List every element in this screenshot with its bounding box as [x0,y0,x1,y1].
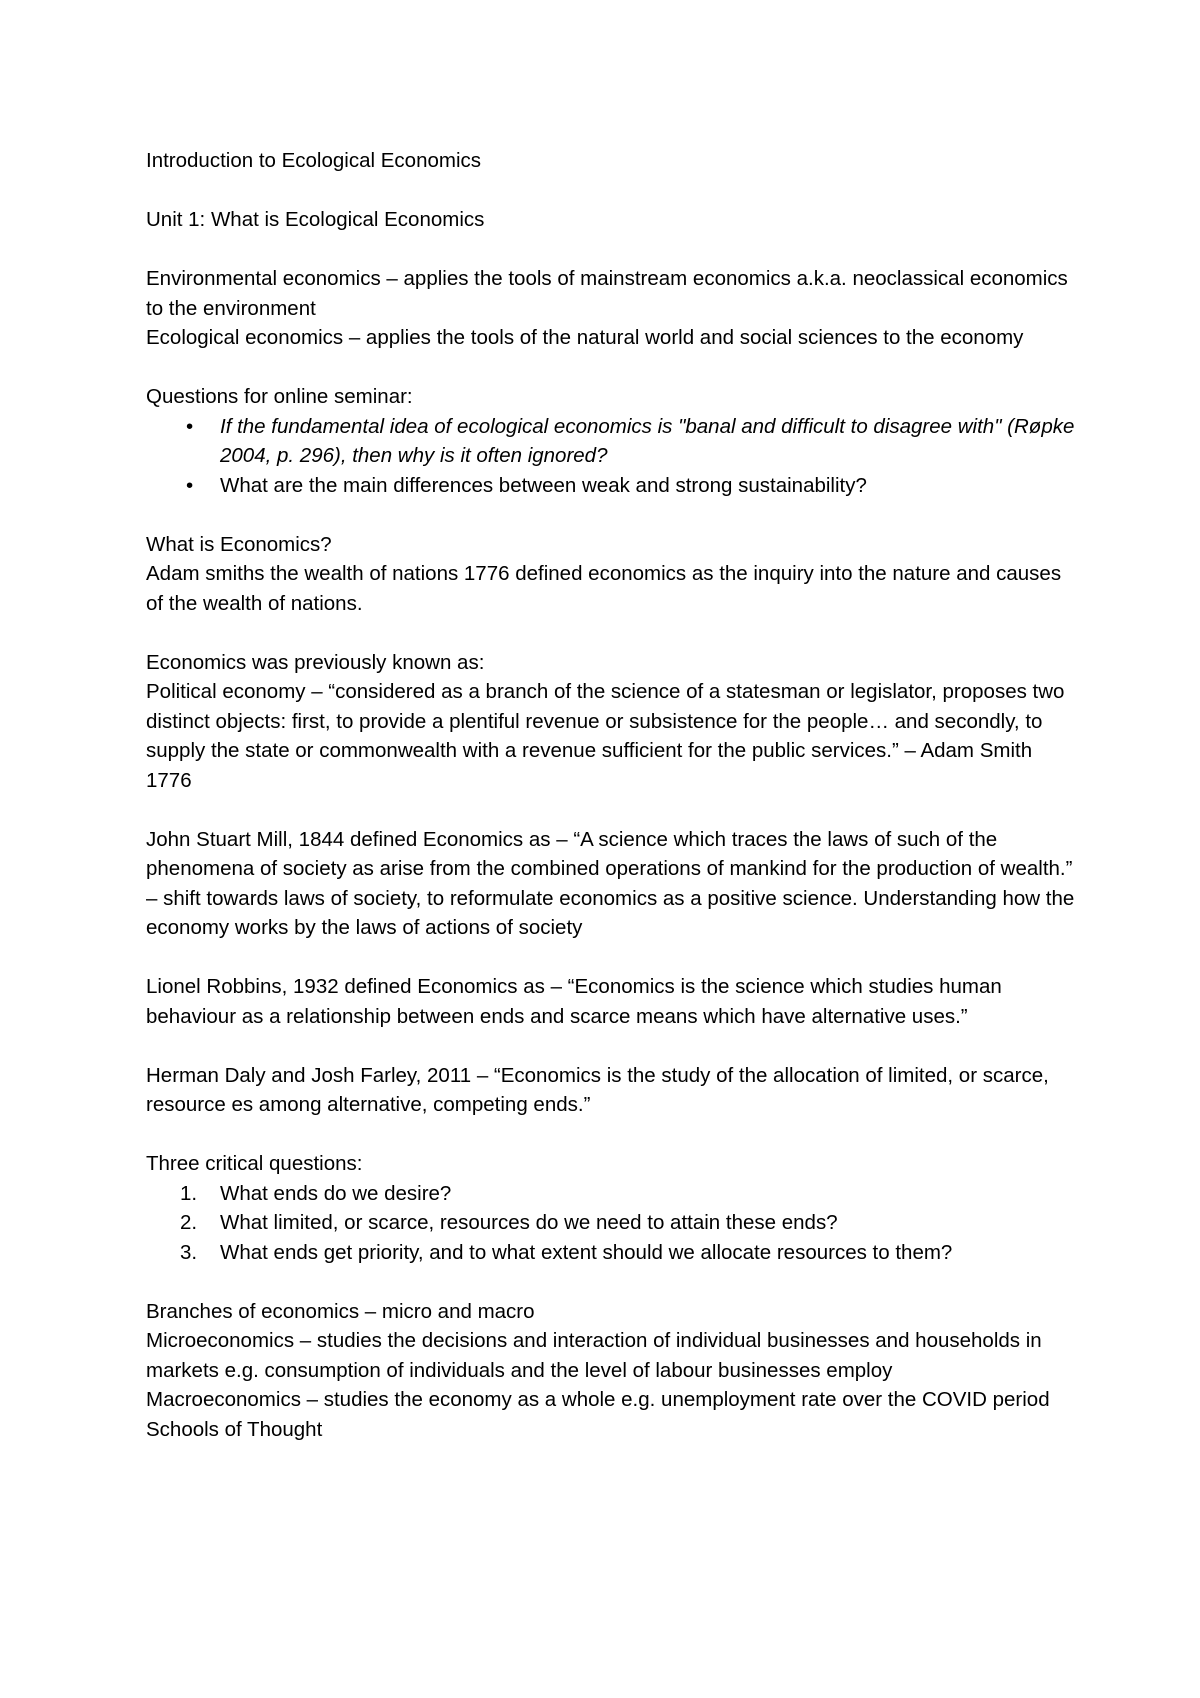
list-item [146,1179,1076,1209]
critical-questions-list [146,1179,1076,1268]
macroeconomics-definition: Macroeconomics – studies the economy as a whole e.g. unemployment rate over the COVID period [146,1388,1050,1411]
definition-environmental: Environmental economics – applies the tools of mainstream economics a.k.a. neoclassical economics to the environment [146,267,1068,320]
definition-ecological: Ecological economics – applies the tools of the natural world and social sciences to the economy [146,326,1024,349]
seminar-question-text: What are the main differences between weak and strong sustainability? [220,473,867,497]
political-economy-text: Political economy – “considered as a branch of the science of a statesman or legislator, proposes two distinct objects: first, to provide a plentiful revenue or subsistence for the people… and secondly, to supply the state or commonwealth with a revenue sufficient for the public services.” – Adam Smith 1776 [146,680,1065,792]
branches-heading: Branches of economics – micro and macro [146,1299,535,1323]
seminar-questions-list [146,412,1076,501]
seminar-heading: Questions for online seminar: [146,385,413,408]
microeconomics-definition: Microeconomics – studies the decisions and interaction of individual businesses and households in markets e.g. consumption of individuals and the level of labour businesses employ [146,1329,1042,1382]
seminar-question-text: If the fundamental idea of ecological economics is "banal and difficult to disagree with" (Røpke 2004, p. 296), then why is it often ignored? [220,414,1075,467]
what-is-text: Adam smiths the wealth of nations 1776 defined economics as the inquiry into the nature and causes of the wealth of nations. [146,562,1062,615]
document-body [146,146,1076,1444]
list-item-text: What ends get priority, and to what extent should we allocate resources to them? [220,1240,953,1264]
list-item-text: What ends do we desire? [220,1181,452,1205]
list-item-text: What limited, or scarce, resources do we need to attain these ends? [220,1211,838,1234]
critical-questions-heading: Three critical questions: [146,1152,363,1175]
robbins-definition: Lionel Robbins, 1932 defined Economics as – “Economics is the science which studies human behaviour as a relationship between ends and scarce means which have alternative uses.” [146,975,1002,1028]
bullet-icon: • [186,473,194,497]
schools-of-thought-heading: Schools of Thought [146,1417,323,1441]
what-is-heading: What is Economics? [146,532,332,556]
document-title: Introduction to Ecological Economics [146,149,482,172]
list-number: 2. [180,1211,198,1234]
daly-farley-definition: Herman Daly and Josh Farley, 2011 – “Economics is the study of the allocation of limited, or scarce, resource es among alternative, competing ends.” [146,1063,1049,1116]
previously-heading: Economics was previously known as: [146,650,485,674]
list-item [146,412,1076,471]
bullet-icon: • [186,414,194,438]
mill-definition: John Stuart Mill, 1844 defined Economics as – “A science which traces the laws of such of the phenomena of society as arise from the combined operations of mankind for the production of wealth.” – shift towards laws of society, to reformulate economics as a positive science. Understanding how the economy works by the laws of actions of society [146,827,1075,939]
list-item [146,1208,1076,1238]
list-number: 1. [180,1181,198,1205]
list-item [146,471,1076,501]
unit-heading: Unit 1: What is Ecological Economics [146,208,485,231]
list-number: 3. [180,1240,198,1264]
list-item [146,1238,1076,1268]
